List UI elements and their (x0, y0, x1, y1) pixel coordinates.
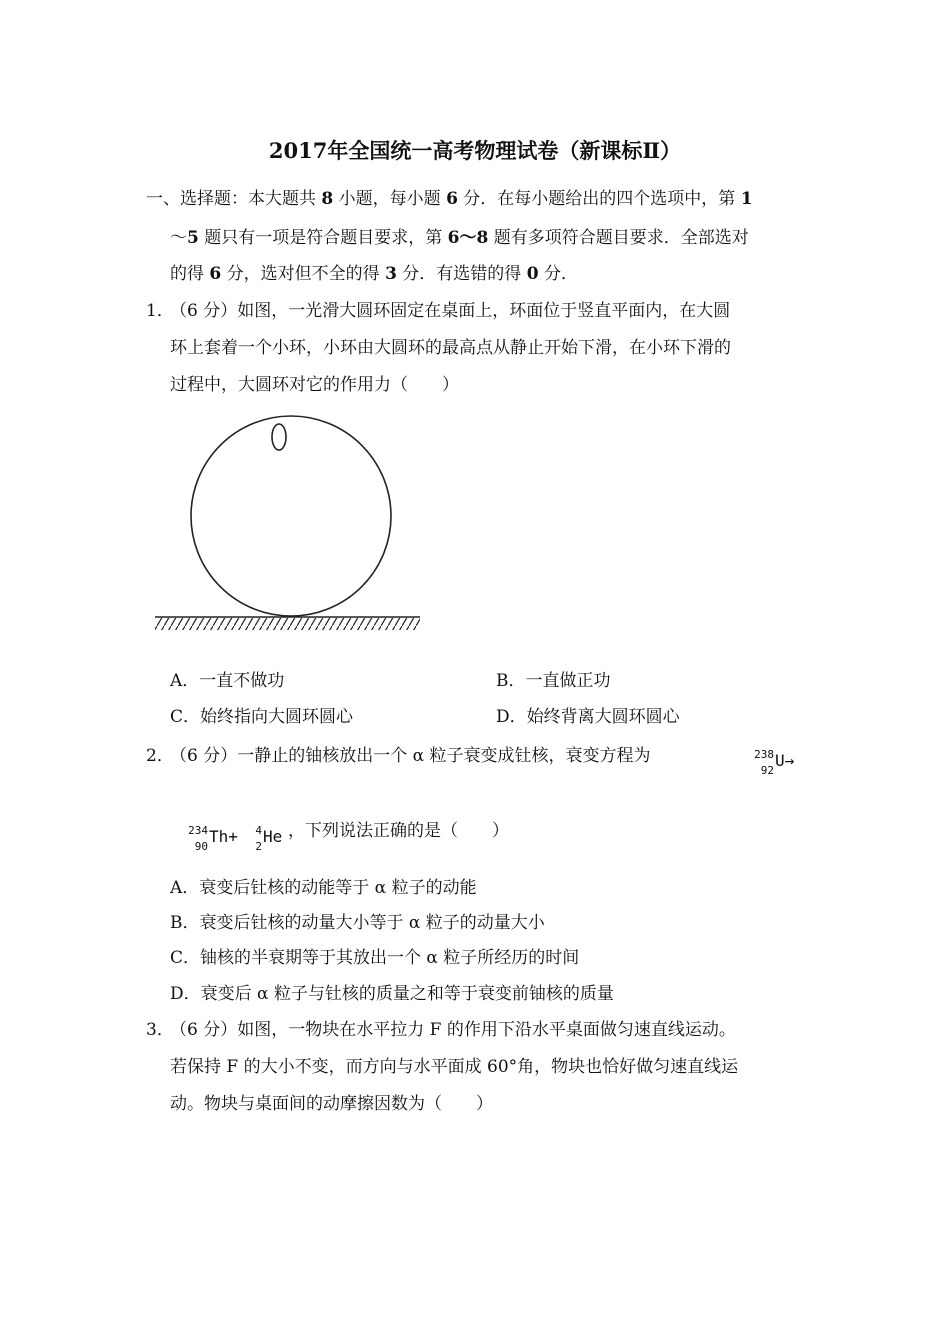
text: 3 (385, 264, 397, 284)
q3-text-line-3: 动。物块与桌面间的动摩擦因数为（ ） (170, 1094, 493, 1114)
page-title: 2017年全国统一高考物理试卷（新课标Ⅱ） (268, 138, 682, 163)
q2-option-a[interactable]: A．衰变后钍核的动能等于 α 粒子的动能 (170, 878, 477, 898)
q1-number: 1． (146, 301, 174, 321)
nuclide-uranium (754, 748, 795, 777)
text: 分．有选错的得 (396, 264, 527, 284)
text: 分，选对但不全的得 (221, 264, 386, 284)
q2-option-d[interactable]: D．衰变后 α 粒子与钍核的质量之和等于衰变前铀核的质量 (170, 984, 614, 1004)
text: 5 (187, 228, 199, 248)
text: 8 (321, 189, 334, 209)
q1-option-a[interactable]: A．一直不做功 (170, 671, 285, 691)
text: 6～8 (447, 228, 489, 248)
q1-option-c[interactable]: C．始终指向大圆环圆心 (170, 707, 354, 727)
element-symbol: Th+ (209, 827, 238, 846)
text: 分．在每小题给出的四个选项中，第 (457, 189, 741, 209)
text: 小题，每小题 (333, 189, 447, 209)
charge-number: 90 (194, 840, 208, 853)
text: 分． (538, 264, 578, 284)
q1-text-line-3: 过程中，大圆环对它的作用力（ ） (170, 375, 459, 395)
ground-hatching (155, 618, 420, 630)
mass-number: 238 (754, 748, 774, 761)
nuclide-thorium (188, 824, 238, 853)
text: 1 (740, 189, 753, 209)
text: 6 (446, 189, 458, 209)
section-instructions-line-3 (170, 263, 578, 285)
big-ring (191, 416, 391, 616)
text: 题有多项符合题目要求．全部选对 (488, 228, 749, 248)
charge-number: 92 (760, 764, 774, 777)
text: 6 (209, 264, 222, 284)
section-instructions-line-2 (170, 227, 749, 249)
q1-figure-ring (150, 410, 430, 635)
q1-option-d[interactable]: D．始终背离大圆环圆心 (496, 707, 680, 727)
text: 0 (526, 264, 539, 284)
q2-number: 2． (146, 746, 174, 766)
nuclide-helium (255, 824, 283, 853)
q1-text-line-1: （6 分）如图，一光滑大圆环固定在桌面上，环面位于竖直平面内，在大圆 (170, 301, 731, 321)
q3-number: 3． (146, 1020, 174, 1040)
q3-text-line-2: 若保持 F 的大小不变，而方向与水平面成 60°角，物块也恰好做匀速直线运 (170, 1057, 739, 1077)
mass-number: 4 (255, 824, 262, 837)
text: ～ (170, 228, 187, 248)
text: 一、选择题：本大题共 (146, 189, 322, 209)
small-ring (272, 424, 286, 450)
text: 的得 (170, 264, 210, 284)
mass-number: 234 (188, 824, 208, 837)
element-symbol: He (263, 827, 283, 846)
q3-text-line-1: （6 分）如图，一物块在水平拉力 F 的作用下沿水平桌面做匀速直线运动。 (170, 1020, 736, 1040)
element-symbol: U→ (775, 751, 795, 770)
q2-text-line-1: （6 分）一静止的铀核放出一个 α 粒子衰变成钍核，衰变方程为 (170, 746, 651, 766)
q1-text-line-2: 环上套着一个小环，小环由大圆环的最高点从静止开始下滑，在小环下滑的 (170, 338, 731, 358)
q2-option-b[interactable]: B．衰变后钍核的动量大小等于 α 粒子的动量大小 (170, 913, 545, 933)
section-instructions-line-1 (146, 188, 753, 210)
q2-text-tail: ，下列说法正确的是（ ） (288, 821, 509, 841)
q2-option-c[interactable]: C．铀核的半衰期等于其放出一个 α 粒子所经历的时间 (170, 948, 580, 968)
q1-option-b[interactable]: B．一直做正功 (496, 671, 611, 691)
charge-number: 2 (255, 840, 262, 853)
text: 题只有一项是符合题目要求，第 (198, 228, 448, 248)
